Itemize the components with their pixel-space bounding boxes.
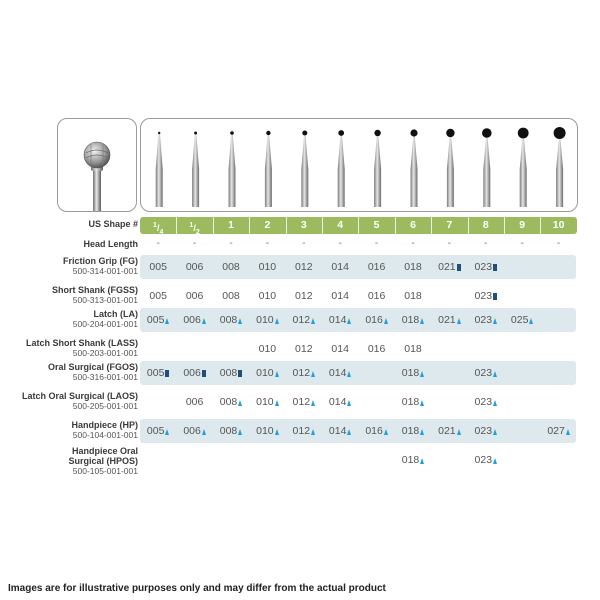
product-code-text: 010: [256, 425, 274, 437]
triangle-icon: [311, 318, 315, 324]
product-code-text: 008: [219, 425, 238, 437]
product-code-text: 018: [401, 314, 420, 326]
product-code: [358, 261, 395, 273]
shape-separator: [395, 217, 396, 234]
product-code: [467, 261, 504, 273]
triangle-icon: [165, 318, 169, 324]
triangle-icon: [202, 318, 206, 324]
product-code: [395, 454, 432, 466]
triangle-icon: [493, 458, 497, 464]
head-length-value: -: [265, 238, 270, 249]
product-code: [176, 425, 213, 437]
shape-separator: [540, 217, 541, 234]
product-code-text: 016: [365, 425, 383, 437]
product-code: [140, 367, 177, 379]
row-sku: 500-313-001-001: [72, 295, 138, 305]
shape-number-5: 3: [300, 219, 307, 231]
bur-1-icon: [156, 132, 163, 207]
product-code-text: 016: [365, 314, 383, 326]
triangle-icon: [420, 429, 424, 435]
product-code: [213, 314, 250, 326]
product-code-text: 006: [183, 367, 201, 379]
row-title: Short Shank (FGSS): [51, 285, 138, 295]
product-code-text: 014: [328, 396, 347, 408]
shape-number-10: 8: [482, 219, 489, 231]
product-code-text: 021: [438, 425, 456, 437]
product-code: [431, 425, 468, 437]
product-code: [395, 343, 432, 355]
product-code-text: 018: [404, 343, 422, 355]
row-title: Latch Oral Surgical (LAOS): [21, 391, 138, 401]
product-code: [249, 314, 286, 326]
product-code-text: 021: [438, 314, 456, 326]
row-title: Latch Short Shank (LASS): [25, 338, 138, 348]
product-code: [140, 314, 177, 326]
product-code-text: 016: [367, 261, 386, 273]
product-code: [176, 261, 213, 273]
bur-lineup-frame: [140, 118, 578, 212]
head-length-value: -: [374, 238, 379, 249]
product-code: [285, 425, 322, 437]
product-code: [249, 396, 286, 408]
triangle-icon: [457, 318, 461, 324]
shape-number-11: 9: [519, 219, 526, 231]
row-sku: 500-314-001-001: [72, 266, 138, 276]
product-code: [395, 425, 432, 437]
shape-separator: [504, 217, 505, 234]
product-code-text: 008: [222, 290, 240, 302]
shape-separator: [213, 217, 214, 234]
triangle-icon: [420, 400, 424, 406]
bur-5-icon: [301, 131, 308, 208]
product-code-text: 010: [256, 396, 274, 408]
row-sku: 500-316-001-001: [72, 372, 138, 382]
product-code-text: 010: [258, 343, 277, 355]
product-code-text: 023: [474, 425, 493, 437]
product-code-text: 006: [183, 314, 201, 326]
product-code-text: 016: [367, 290, 386, 302]
product-code: [213, 290, 250, 302]
row-sku: 500-204-001-001: [72, 319, 138, 329]
row-sku: 500-105-001-001: [72, 466, 138, 476]
product-code-text: 014: [331, 261, 349, 273]
square-icon: [493, 293, 497, 300]
product-code: [395, 314, 432, 326]
bur-4-icon: [265, 131, 272, 207]
product-code-text: 018: [401, 454, 420, 466]
row-sku: 500-104-001-001: [72, 430, 138, 440]
product-code: [504, 314, 541, 326]
product-code-text: 023: [474, 290, 493, 302]
bur-7-icon: [374, 130, 381, 207]
triangle-icon: [493, 318, 497, 324]
product-code-text: 008: [222, 261, 240, 273]
row-label: [63, 256, 138, 276]
product-code-text: 006: [185, 290, 204, 302]
product-code-text: 018: [401, 425, 420, 437]
triangle-icon: [493, 371, 497, 377]
product-code-text: 012: [292, 396, 311, 408]
product-code-text: 012: [292, 425, 311, 437]
shape-number-1: $^1/_4$: [153, 222, 164, 236]
product-code: [322, 261, 359, 273]
product-code-text: 010: [256, 367, 274, 379]
product-code: [249, 290, 286, 302]
triangle-icon: [420, 371, 424, 377]
product-code-text: 008: [219, 396, 238, 408]
triangle-icon: [493, 429, 497, 435]
row-title: Surgical (HPOS): [68, 456, 138, 466]
shape-separator: [358, 217, 359, 234]
triangle-icon: [493, 400, 497, 406]
square-icon: [202, 370, 206, 377]
product-code-text: 008: [219, 314, 238, 326]
product-code-text: 010: [258, 290, 277, 302]
head-length-value: -: [484, 238, 488, 249]
product-code: [249, 261, 286, 273]
triangle-icon: [238, 400, 242, 406]
product-code-text: 018: [404, 290, 422, 302]
bur-10-icon: [482, 128, 492, 207]
row-label: [73, 309, 138, 329]
shape-number-6: 4: [337, 219, 344, 231]
triangle-icon: [311, 371, 315, 377]
shape-number-7: 5: [373, 219, 380, 231]
product-code-text: 016: [367, 343, 386, 355]
product-code: [540, 425, 577, 437]
triangle-icon: [165, 429, 169, 435]
product-code-text: 005: [146, 314, 165, 326]
shape-header-text: US Shape #: [88, 219, 138, 229]
product-code: [395, 261, 432, 273]
shape-separator: [322, 217, 323, 234]
product-code: [322, 367, 359, 379]
product-code: [431, 261, 468, 273]
product-code: [285, 343, 322, 355]
row-label: [71, 420, 138, 440]
shape-number-12: 10: [552, 219, 565, 231]
triangle-icon: [347, 429, 351, 435]
triangle-icon: [347, 318, 351, 324]
triangle-icon: [202, 429, 206, 435]
product-code: [467, 454, 504, 466]
product-code-text: 018: [401, 396, 420, 408]
shape-number-bar: [140, 217, 577, 234]
shape-number-9: 7: [446, 219, 453, 231]
product-code: [322, 314, 359, 326]
product-code: [140, 261, 177, 273]
triangle-icon: [311, 429, 315, 435]
product-code: [285, 396, 322, 408]
head-length-label: [83, 239, 138, 249]
bur-3-icon: [229, 131, 236, 207]
triangle-icon: [275, 429, 279, 435]
product-code-text: 018: [404, 261, 422, 273]
product-code-text: 012: [292, 314, 311, 326]
product-code: [431, 314, 468, 326]
product-code-text: 014: [331, 343, 349, 355]
triangle-icon: [311, 400, 315, 406]
product-code: [322, 343, 359, 355]
triangle-icon: [347, 371, 351, 377]
product-code: [176, 396, 213, 408]
row-label: [68, 446, 138, 476]
product-code-text: 005: [146, 425, 165, 437]
product-code: [467, 425, 504, 437]
bur-lineup: [141, 119, 577, 211]
product-code: [322, 396, 359, 408]
shape-header-label: [88, 219, 138, 229]
product-code: [467, 367, 504, 379]
product-code-text: 005: [149, 290, 167, 302]
head-length-value: -: [229, 238, 233, 249]
square-icon: [457, 264, 461, 271]
product-code-text: 005: [146, 367, 165, 379]
triangle-icon: [384, 318, 388, 324]
shape-separator: [249, 217, 250, 234]
bur-8-icon: [410, 129, 417, 207]
head-length-text: Head Length: [83, 239, 138, 249]
product-code: [213, 425, 250, 437]
product-code: [322, 425, 359, 437]
shape-number-3: 1: [228, 219, 234, 231]
bur-9-icon: [446, 129, 454, 207]
row-label: [26, 338, 138, 358]
product-code-text: 014: [328, 367, 347, 379]
triangle-icon: [420, 458, 424, 464]
product-code-text: 023: [474, 396, 493, 408]
product-code-text: 012: [292, 367, 311, 379]
product-code-text: 025: [510, 314, 529, 326]
triangle-icon: [275, 371, 279, 377]
product-code: [213, 396, 250, 408]
product-code: [176, 290, 213, 302]
round-bur-icon: [58, 119, 136, 211]
product-code: [285, 261, 322, 273]
product-code-text: 023: [474, 261, 493, 273]
bur-2-icon: [192, 132, 199, 208]
product-code: [285, 290, 322, 302]
row-title: Latch (LA): [93, 309, 138, 319]
product-code: [285, 314, 322, 326]
product-code-text: 006: [185, 396, 204, 408]
bur-12-icon: [554, 127, 566, 207]
product-code: [358, 314, 395, 326]
head-length-value: -: [447, 238, 452, 249]
product-code-text: 010: [258, 261, 277, 273]
product-code-text: 012: [295, 290, 313, 302]
shape-separator: [176, 217, 177, 234]
product-code: [176, 314, 213, 326]
bur-6-icon: [338, 130, 345, 207]
product-code: [249, 367, 286, 379]
product-code: [249, 343, 286, 355]
product-code-text: 008: [219, 367, 238, 379]
product-code: [140, 290, 177, 302]
row-title: Oral Surgical (FGOS): [47, 362, 138, 372]
row-sku: 500-205-001-001: [72, 401, 138, 411]
shape-number-4: 2: [264, 219, 271, 231]
row-title: Friction Grip (FG): [63, 256, 138, 266]
product-code: [358, 290, 395, 302]
product-code: [467, 290, 504, 302]
triangle-icon: [238, 429, 242, 435]
shape-number-2: $^1/_2$: [189, 222, 200, 236]
product-code: [249, 425, 286, 437]
product-code-text: 023: [474, 454, 493, 466]
product-code-text: 018: [401, 367, 420, 379]
product-code: [140, 425, 177, 437]
product-code-text: 006: [185, 261, 204, 273]
product-code-text: 023: [474, 367, 493, 379]
product-code-text: 014: [328, 425, 347, 437]
product-code-text: 012: [295, 343, 313, 355]
head-length-value: -: [302, 238, 306, 249]
row-label: [22, 391, 138, 411]
square-icon: [165, 370, 169, 377]
triangle-icon: [347, 400, 351, 406]
shape-number-8: 6: [410, 219, 416, 231]
head-length-value: -: [556, 238, 561, 249]
triangle-icon: [275, 400, 279, 406]
shape-separator: [468, 217, 469, 234]
triangle-icon: [420, 318, 424, 324]
triangle-icon: [384, 429, 388, 435]
product-code-text: 010: [256, 314, 274, 326]
product-code: [467, 314, 504, 326]
product-code: [358, 343, 395, 355]
bur-11-icon: [518, 128, 529, 207]
product-code-text: 014: [328, 314, 347, 326]
product-code-text: 005: [149, 261, 167, 273]
product-code: [176, 367, 213, 379]
product-code: [358, 425, 395, 437]
product-code: [213, 261, 250, 273]
product-code: [467, 396, 504, 408]
row-title: Handpiece Oral: [71, 446, 138, 456]
head-length-value: -: [411, 238, 415, 249]
head-length-value: -: [520, 238, 524, 249]
product-code-text: 027: [547, 425, 565, 437]
product-code: [395, 396, 432, 408]
triangle-icon: [238, 318, 242, 324]
product-code: [213, 367, 250, 379]
shape-separator: [286, 217, 287, 234]
product-thumbnail: [57, 118, 137, 212]
product-code-text: 021: [438, 261, 456, 273]
product-code-text: 006: [183, 425, 201, 437]
head-length-value: -: [192, 238, 197, 249]
shape-separator: [431, 217, 432, 234]
triangle-icon: [457, 429, 461, 435]
product-code-text: 023: [474, 314, 493, 326]
triangle-icon: [566, 429, 570, 435]
product-code-text: 014: [331, 290, 349, 302]
head-length-value: -: [156, 238, 160, 249]
triangle-icon: [275, 318, 279, 324]
product-code: [395, 367, 432, 379]
product-code-text: 012: [295, 261, 313, 273]
square-icon: [493, 264, 497, 271]
product-code: [322, 290, 359, 302]
row-sku: 500-203-001-001: [72, 348, 138, 358]
square-icon: [238, 370, 242, 377]
row-label: [52, 285, 138, 305]
disclaimer: Images are for illustrative purposes only and may differ from the actual product: [8, 583, 386, 594]
triangle-icon: [529, 318, 533, 324]
row-label: [48, 362, 138, 382]
product-code: [395, 290, 432, 302]
row-title: Handpiece (HP): [71, 420, 138, 430]
product-code: [285, 367, 322, 379]
head-length-value: -: [338, 238, 342, 249]
